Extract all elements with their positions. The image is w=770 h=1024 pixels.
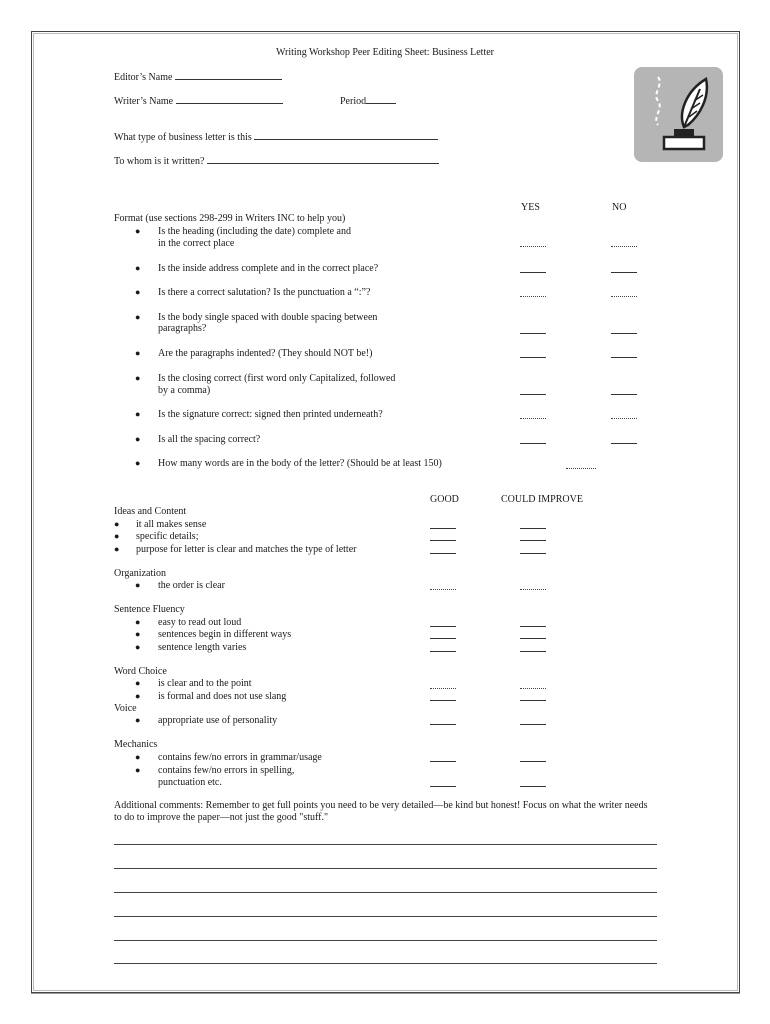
bullet-icon: ●	[135, 348, 141, 358]
answer-improve-blank[interactable]	[520, 528, 546, 529]
answer-no-blank[interactable]	[611, 394, 637, 395]
bullet-icon: ●	[135, 678, 141, 688]
letter-type-field[interactable]	[114, 130, 438, 144]
answer-no-blank[interactable]	[611, 333, 637, 334]
rubric-item-text: is clear and to the point	[158, 678, 252, 689]
quill-and-inkwell-icon	[634, 67, 723, 162]
word-choice-heading: Word Choice	[114, 666, 167, 677]
answer-improve-blank[interactable]	[520, 724, 546, 725]
format-item-text: Is all the spacing correct?	[158, 434, 261, 445]
bullet-icon: ●	[135, 580, 141, 590]
format-item-text: Is the heading (including the date) complete and	[158, 226, 351, 237]
answer-improve-blank[interactable]	[520, 700, 546, 701]
answer-improve-blank[interactable]	[520, 553, 546, 554]
rubric-item-text: appropriate use of personality	[158, 715, 278, 726]
format-item-text: by a comma)	[158, 385, 211, 396]
bullet-icon: ●	[114, 519, 120, 529]
format-item-text: Is the closing correct (first word only Capitalized, followed	[158, 373, 396, 384]
answer-no-blank[interactable]	[611, 272, 637, 273]
answer-good-blank[interactable]	[430, 638, 456, 639]
answer-yes-blank[interactable]	[520, 394, 546, 395]
bullet-icon: ●	[114, 544, 120, 554]
answer-improve-blank[interactable]	[520, 540, 546, 541]
rubric-item-text: it all makes sense	[136, 519, 207, 530]
whom-label: To whom is it written?	[114, 156, 205, 167]
answer-good-blank[interactable]	[430, 724, 456, 725]
bullet-icon: ●	[135, 715, 141, 725]
format-item-text: in the correct place	[158, 238, 235, 249]
rubric-item-text: sentences begin in different ways	[158, 629, 292, 640]
editor-name-field[interactable]	[114, 70, 282, 84]
rubric-item-text: the order is clear	[158, 580, 225, 591]
format-item-text: paragraphs?	[158, 323, 207, 334]
rubric-item-text: is formal and does not use slang	[158, 691, 287, 702]
bullet-icon: ●	[135, 226, 141, 236]
bullet-icon: ●	[135, 752, 141, 762]
bullet-icon: ●	[135, 263, 141, 273]
answer-good-blank[interactable]	[430, 688, 456, 689]
answer-good-blank[interactable]	[430, 626, 456, 627]
col-good: GOOD	[430, 494, 459, 505]
editor-name-blank[interactable]	[175, 70, 282, 80]
writer-name-field[interactable]	[114, 94, 283, 108]
answer-yes-blank[interactable]	[520, 443, 546, 444]
answer-improve-blank[interactable]	[520, 786, 546, 787]
rubric-item-text: contains few/no errors in spelling,	[158, 765, 295, 776]
bullet-icon: ●	[135, 629, 141, 639]
comment-line[interactable]	[114, 940, 657, 941]
answer-good-blank[interactable]	[430, 553, 456, 554]
bullet-icon: ●	[135, 312, 141, 322]
format-item-text: Is the inside address complete and in the correct place?	[158, 263, 379, 274]
rubric-item-text: punctuation etc.	[158, 777, 222, 788]
bullet-icon: ●	[135, 458, 141, 468]
answer-yes-blank[interactable]	[520, 357, 546, 358]
comment-line[interactable]	[114, 844, 657, 845]
comment-line[interactable]	[114, 916, 657, 917]
rubric-item-text: contains few/no errors in grammar/usage	[158, 752, 322, 763]
answer-no-blank[interactable]	[611, 418, 637, 419]
ideas-heading: Ideas and Content	[114, 506, 187, 517]
rubric-item-text: specific details;	[136, 531, 199, 542]
bullet-icon: ●	[135, 642, 141, 652]
comments-text: Additional comments: Remember to get full points you need to be very detailed—be kind but honest! Focus on what the writer needs	[114, 800, 648, 811]
answer-no-blank[interactable]	[611, 443, 637, 444]
answer-good-blank[interactable]	[430, 700, 456, 701]
answer-yes-blank[interactable]	[520, 246, 546, 247]
answer-no-blank[interactable]	[611, 296, 637, 297]
voice-heading: Voice	[114, 703, 137, 714]
answer-no-blank[interactable]	[611, 357, 637, 358]
comment-line[interactable]	[114, 963, 657, 964]
comment-line[interactable]	[114, 892, 657, 893]
bullet-icon: ●	[135, 691, 141, 701]
rubric-item-text: easy to read out loud	[158, 617, 242, 628]
bullet-icon: ●	[135, 434, 141, 444]
format-item-text: Is there a correct salutation? Is the punctuation a “:”?	[158, 287, 371, 298]
answer-good-blank[interactable]	[430, 786, 456, 787]
word-count-blank[interactable]	[566, 468, 596, 469]
answer-improve-blank[interactable]	[520, 626, 546, 627]
editor-name-label: Editor’s Name	[114, 72, 173, 83]
bullet-icon: ●	[135, 287, 141, 297]
answer-improve-blank[interactable]	[520, 651, 546, 652]
answer-improve-blank[interactable]	[520, 589, 546, 590]
fluency-heading: Sentence Fluency	[114, 604, 185, 615]
format-heading: Format (use sections 298-299 in Writers INC to help you)	[114, 213, 346, 224]
period-blank[interactable]	[366, 94, 396, 104]
col-could-improve: COULD IMPROVE	[501, 494, 583, 505]
comments-text: to do to improve the paper—not just the good "stuff."	[114, 812, 329, 823]
answer-yes-blank[interactable]	[520, 272, 546, 273]
rubric-item-text: purpose for letter is clear and matches the type of letter	[136, 544, 357, 555]
page-title: Writing Workshop Peer Editing Sheet: Business Letter	[275, 47, 495, 58]
format-item-text: Is the body single spaced with double spacing between	[158, 312, 378, 323]
format-item-text: Is the signature correct: signed then printed underneath?	[158, 409, 383, 420]
format-item-text: Are the paragraphs indented? (They should NOT be!)	[158, 348, 373, 359]
col-no: NO	[612, 202, 627, 213]
bullet-icon: ●	[135, 765, 141, 775]
comment-line[interactable]	[114, 868, 657, 869]
answer-yes-blank[interactable]	[520, 296, 546, 297]
bullet-icon: ●	[135, 617, 141, 627]
answer-yes-blank[interactable]	[520, 418, 546, 419]
writer-name-label: Writer’s Name	[114, 96, 174, 107]
answer-good-blank[interactable]	[430, 540, 456, 541]
organization-heading: Organization	[114, 568, 167, 579]
answer-improve-blank[interactable]	[520, 688, 546, 689]
answer-no-blank[interactable]	[611, 246, 637, 247]
rubric-item-text: sentence length varies	[158, 642, 247, 653]
mechanics-heading: Mechanics	[114, 739, 158, 750]
bullet-icon: ●	[114, 531, 120, 541]
period-field[interactable]	[340, 94, 396, 108]
answer-good-blank[interactable]	[430, 651, 456, 652]
letter-type-blank[interactable]	[254, 130, 438, 140]
answer-improve-blank[interactable]	[520, 761, 546, 762]
answer-good-blank[interactable]	[430, 589, 456, 590]
writer-name-blank[interactable]	[176, 94, 283, 104]
answer-yes-blank[interactable]	[520, 333, 546, 334]
letter-type-label: What type of business letter is this	[114, 132, 252, 143]
answer-good-blank[interactable]	[430, 528, 456, 529]
bullet-icon: ●	[135, 409, 141, 419]
answer-improve-blank[interactable]	[520, 638, 546, 639]
bullet-icon: ●	[135, 373, 141, 383]
answer-good-blank[interactable]	[430, 761, 456, 762]
whom-blank[interactable]	[207, 154, 439, 164]
format-item-text: How many words are in the body of the letter? (Should be at least 150)	[158, 458, 442, 469]
col-yes: YES	[521, 202, 540, 213]
period-label: Period	[340, 96, 367, 107]
whom-field[interactable]	[114, 154, 439, 168]
